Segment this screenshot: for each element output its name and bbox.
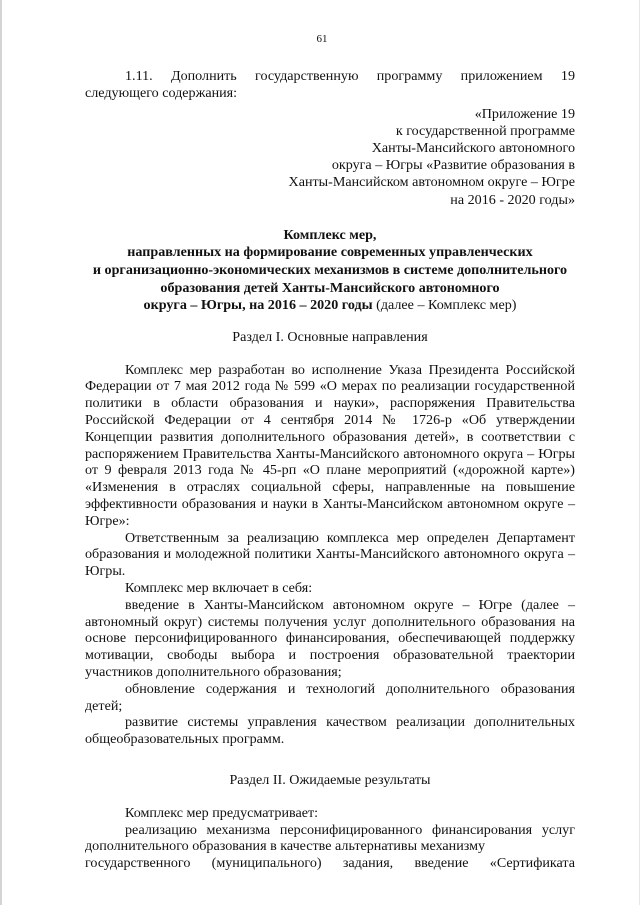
page-number: 61 [316,33,328,45]
title-line: Комплекс мер, [283,226,377,243]
document-title [85,227,575,315]
item-1-11-line2: следующего содержания: [85,84,238,101]
section-1-paragraph: введение в Ханты-Мансийском автономном округе – Югре (далее – автономный округ) системы получения услуг дополнительного образования на основе персонифицированного финансирования, обеспечивающей поддержку мотивации, свободы выбора и построения образовательной траектории участников дополнительного образования; [85,596,575,680]
section-1-paragraph: Ответственным за реализацию комплекса мер определен Департамент образования и молодежной политики Ханты-Мансийского автономного округа – Югры. [85,529,575,580]
appendix-header-line: «Приложение 19 [474,105,575,122]
title-normal-part: (далее – Комплекс мер) [372,297,517,314]
appendix-header-line: Ханты-Мансийского автономного [371,140,575,156]
section-2-paragraph: реализацию механизма персонифицированного финансирования услуг дополнительного образования в качестве альтернативы механизму [85,821,575,855]
title-line: направленных на формирование современных управленческих [127,244,533,261]
appendix-header-line: округа – Югры «Развитие образования в [331,157,575,174]
title-line: и организационно-экономических механизмов в системе дополнительного [92,262,568,278]
item-1-11-line1: 1.11. Дополнить государственную программу приложением 19 [125,68,575,84]
appendix-header-line: Ханты-Мансийском автономном округе – Югре [288,174,575,191]
section-1-paragraph: развитие системы управления качеством реализации дополнительных общеобразовательных программ. [85,714,575,748]
document-body [85,68,575,872]
title-line: образования детей Ханты-Мансийского автономного [160,279,500,296]
section-1-paragraph: Комплекс мер разработан во исполнение Указа Президента Российской Федерации от 7 мая 2012 года № 599 «О мерах по реализации государственной политики в области образования и науки», распоряжения Правительства Российской Федерации от 4 сентября 2014 № 1726-р «Об утверждении Концепции развития дополнительного образования детей», в соответствии с распоряжением Правительства Ханты-Мансийского автономного округа – Югры от 9 февраля 2013 года № 45-рп «О плане мероприятий («дорожной карте») «Изменения в отраслях социальной сферы, направленные на повышение эффективности образования и науки в Ханты-Мансийском автономном округе – Югре»: [85,361,575,529]
section-1-heading: Раздел I. Основные направления [232,328,428,345]
title-line-last [85,297,575,315]
section-2-last-line: государственного (муниципального) задания, введение «Сертификата [85,855,575,872]
appendix-header-line: к государственной программе [395,122,575,139]
appendix-header [85,106,575,209]
section-1-paragraph: Комплекс мер включает в себя: [125,579,313,596]
section-2-intro: Комплекс мер предусматривает: [125,804,319,821]
title-bold-part: округа – Югры, на 2016 – 2020 годы [143,297,373,314]
appendix-header-line: на 2016 - 2020 годы» [450,191,575,208]
section-2-heading: Раздел II. Ожидаемые результаты [229,771,431,788]
section-1-paragraph: обновление содержания и технологий дополнительного образования детей; [85,680,575,714]
